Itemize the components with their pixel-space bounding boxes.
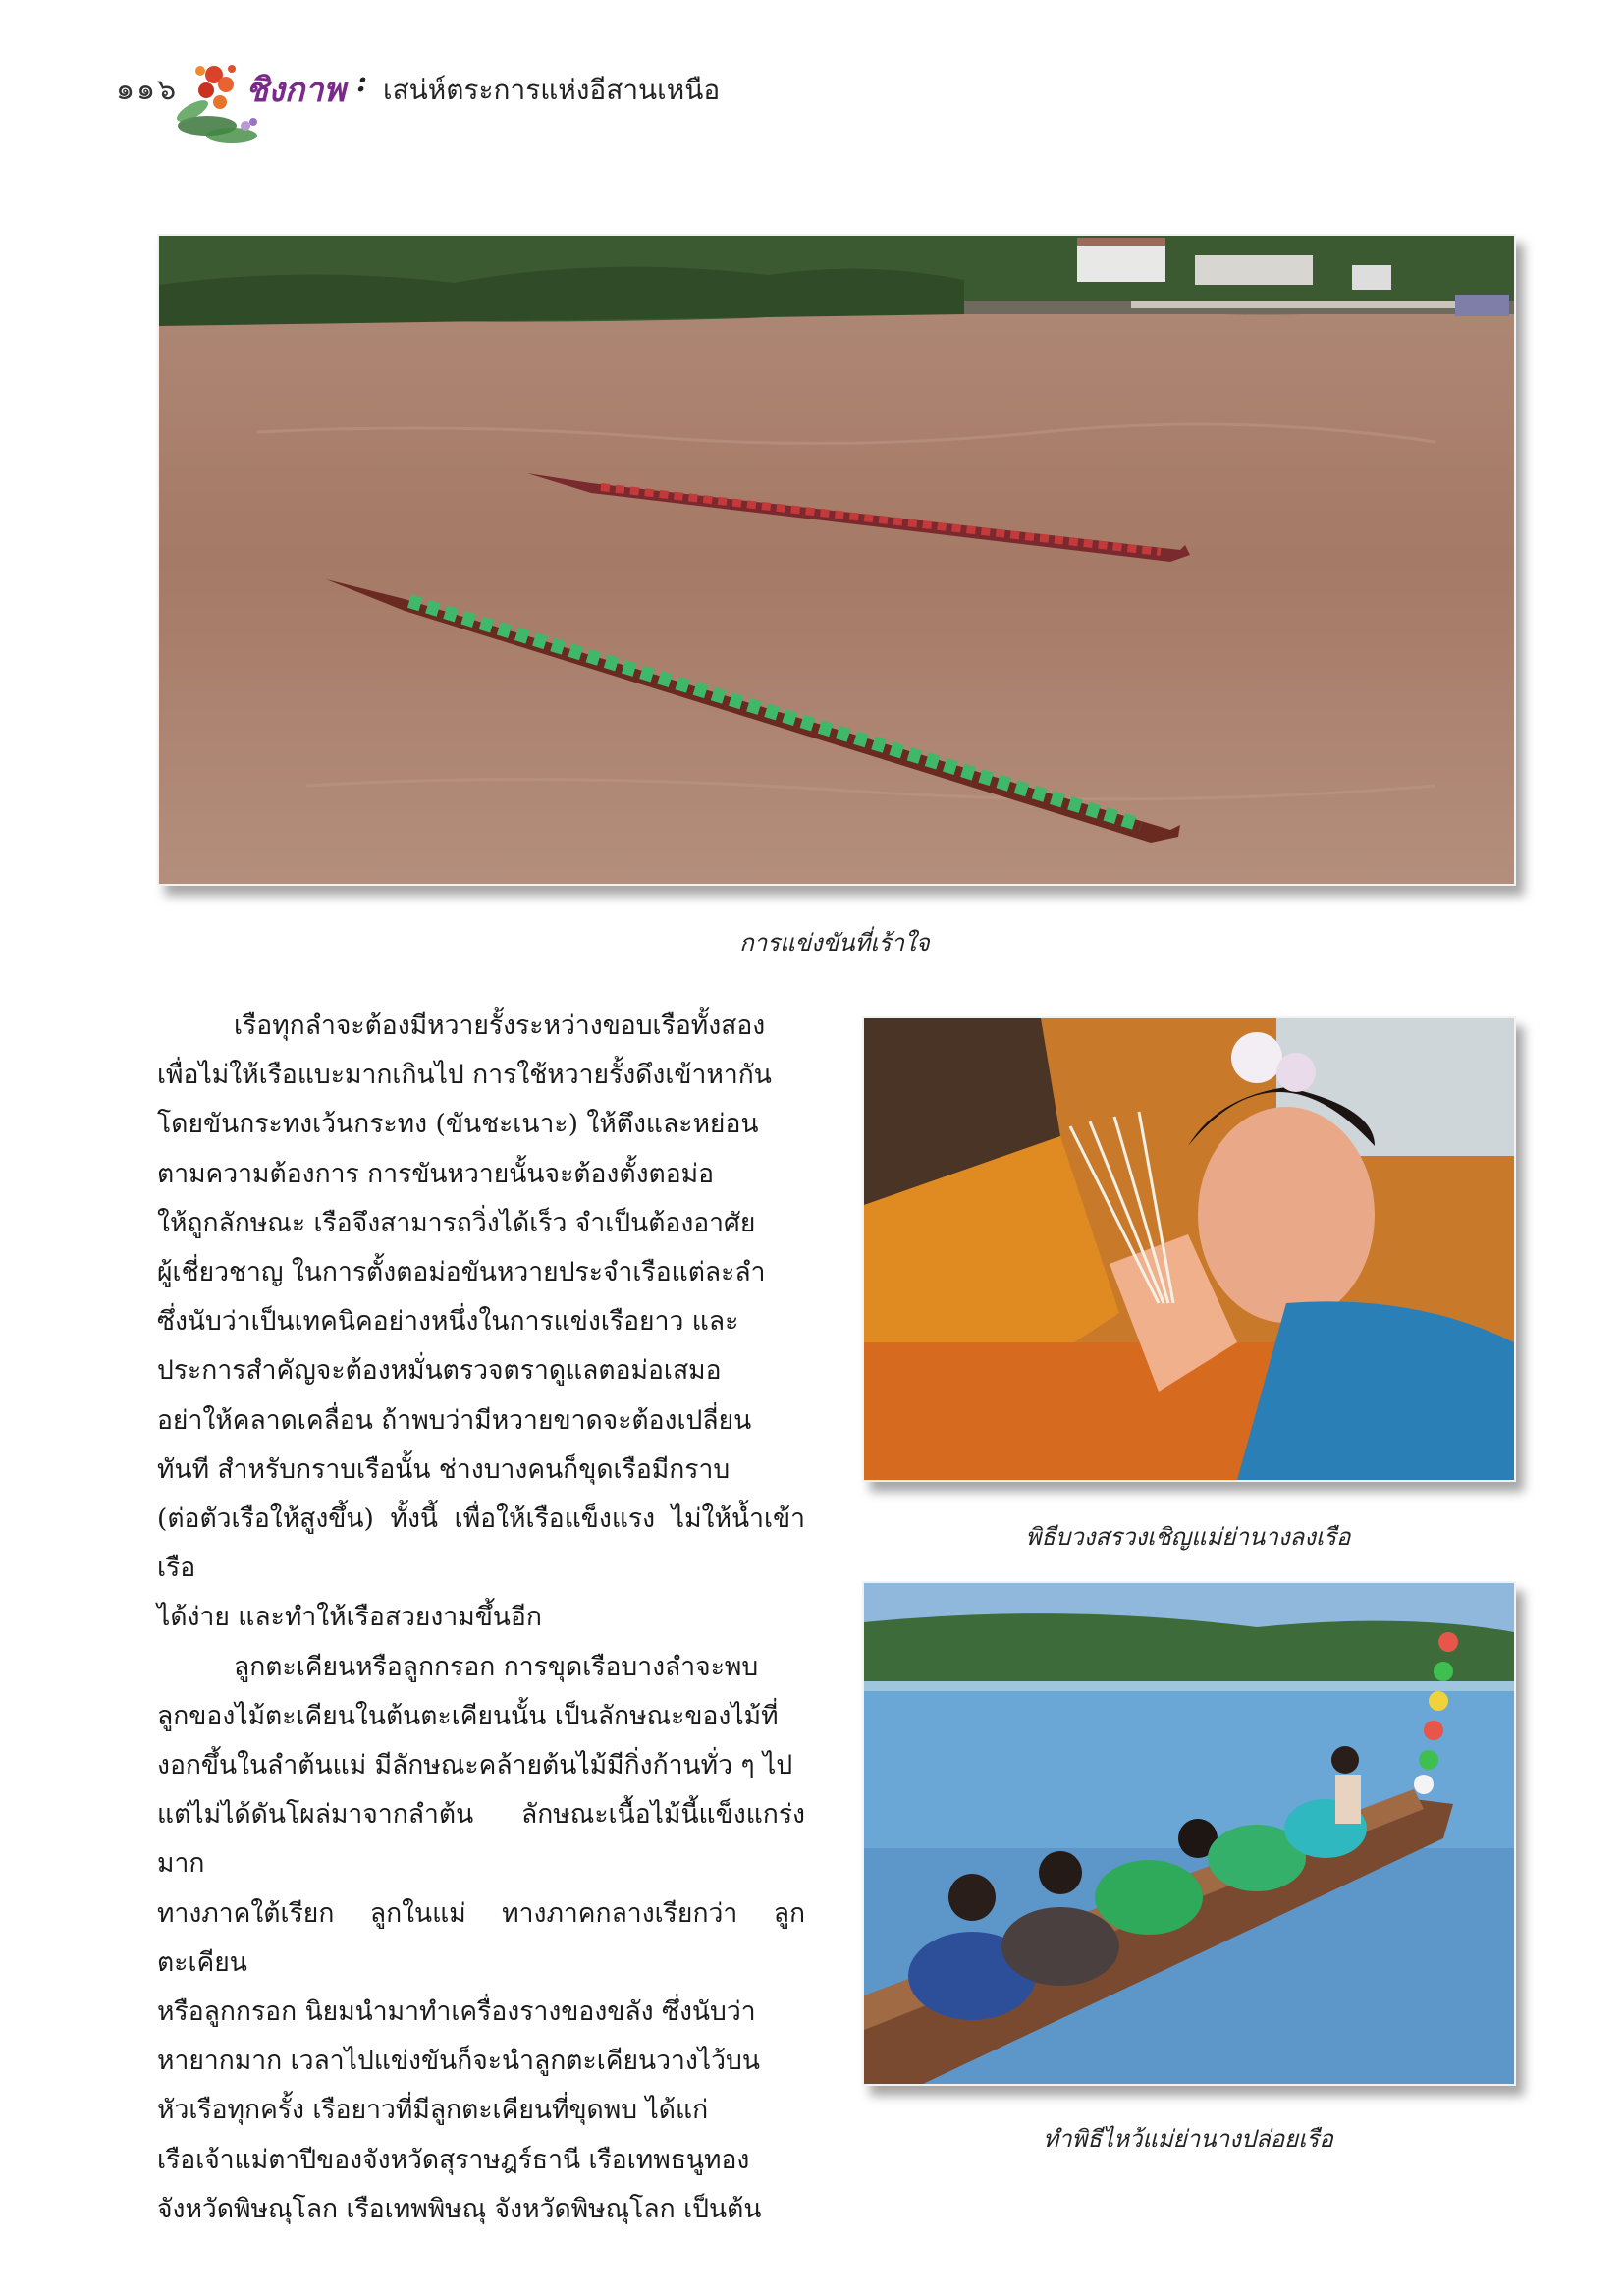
article-line: หรือลูกกรอก นิยมนำมาทำเครื่องรางของขลัง ซึ่งนับว่า (157, 1996, 756, 2028)
photo-boat-launch (862, 1581, 1516, 2086)
article-line: หัวเรือทุกครั้ง เรือยาวที่มีลูกตะเคียนที่ขุดพบ ได้แก่ (157, 2095, 709, 2126)
article-line: หายากมาก เวลาไปแข่งขันก็จะนำลูกตะเคียนวางไว้บน (157, 2046, 760, 2077)
article-line: ทางภาคใต้เรียก ลูกในแม่ ทางภาคกลางเรียกว่า ลูกตะเคียน (157, 1897, 805, 1978)
caption-ceremony: พิธีบวงสรวงเชิญแม่ย่านางลงเรือ (1025, 1523, 1351, 1551)
article-line: ซึ่งนับว่าเป็นเทคนิคอย่างหนึ่งในการแข่งเรือยาว และ (157, 1306, 739, 1338)
article-line: ประการสำคัญจะต้องหมั่นตรวจตราดูแลตอม่อเสมอ (157, 1355, 722, 1387)
article-line: ให้ถูกลักษณะ เรือจึงสามารถวิ่งได้เร็ว จำเป็นต้องอาศัย (157, 1207, 756, 1238)
caption-boat-launch: ทำพิธีไหว้แม่ย่านางปล่อยเรือ (1043, 2125, 1333, 2153)
ceremony-image (864, 1018, 1514, 1480)
header-separator: : (356, 65, 368, 99)
article-line: ผู้เชี่ยวชาญ ในการตั้งตอม่อขันหวายประจำเรือแต่ละลำ (157, 1257, 766, 1288)
article-line: (ต่อตัวเรือให้สูงขึ้น) ทั้งนี้ เพื่อให้เรือแข็งแรง ไม่ให้น้ำเข้าเรือ (157, 1503, 805, 1584)
header-title: เสน่ห์ตระการแห่งอีสานเหนือ (383, 74, 721, 106)
boat-race-image (159, 236, 1514, 884)
article-line: เพื่อไม่ให้เรือแบะมากเกินไป การใช้หวายรั้งดึงเข้าหากัน (157, 1060, 772, 1091)
page-number: ๑๑๖ (116, 73, 179, 107)
article-line: ทันที สำหรับกราบเรือนั้น ช่างบางคนก็ขุดเรือมีกราบ (157, 1453, 731, 1485)
article-line: แต่ไม่ได้ดันโผล่มาจากลำต้น ลักษณะเนื้อไม้นี้แข็งแกร่งมาก (157, 1799, 805, 1880)
article-line: โดยขันกระทงเว้นกระทง (ขันชะเนาะ) ให้ตึงและหย่อน (157, 1109, 759, 1140)
article-line: งอกขึ้นในลำต้นแม่ มีลักษณะคล้ายต้นไม้มีกิ่งก้านทั่ว ๆ ไป (157, 1750, 793, 1781)
article-line: เรือทุกลำจะต้องมีหวายรั้งระหว่างขอบเรือทั้งสอง (234, 1011, 766, 1041)
article-line: จังหวัดพิษณุโลก เรือเทพพิษณุ จังหวัดพิษณุโลก เป็นต้น (157, 2193, 762, 2224)
article-line: อย่าให้คลาดเคลื่อน ถ้าพบว่ามีหวายขาดจะต้องเปลี่ยน (157, 1404, 752, 1436)
photo-ceremony (862, 1016, 1516, 1482)
boat-launch-image (864, 1583, 1514, 2084)
photo-boat-race (157, 234, 1516, 886)
article-line: ได้ง่าย และทำให้เรือสวยงามขึ้นอีก (157, 1602, 542, 1633)
article-line: ลูกของไม้ตะเคียนในต้นตะเคียนนั้น เป็นลักษณะของไม้ที่ (157, 1700, 779, 1731)
header-series-name: ชิงกาพ (245, 71, 346, 110)
article-line: ลูกตะเคียนหรือลูกกรอก การขุดเรือบางลำจะพบ (234, 1651, 759, 1682)
article-body (157, 1002, 805, 2234)
caption-boat-race: การแข่งขันที่เร้าใจ (739, 929, 930, 957)
page-header (116, 57, 901, 145)
article-line: เรือเจ้าแม่ตาปีของจังหวัดสุราษฎร์ธานี เรือเทพธนูทอง (157, 2144, 750, 2175)
article-line: ตามความต้องการ การขันหวายนั้นจะต้องตั้งตอม่อ (157, 1158, 715, 1189)
